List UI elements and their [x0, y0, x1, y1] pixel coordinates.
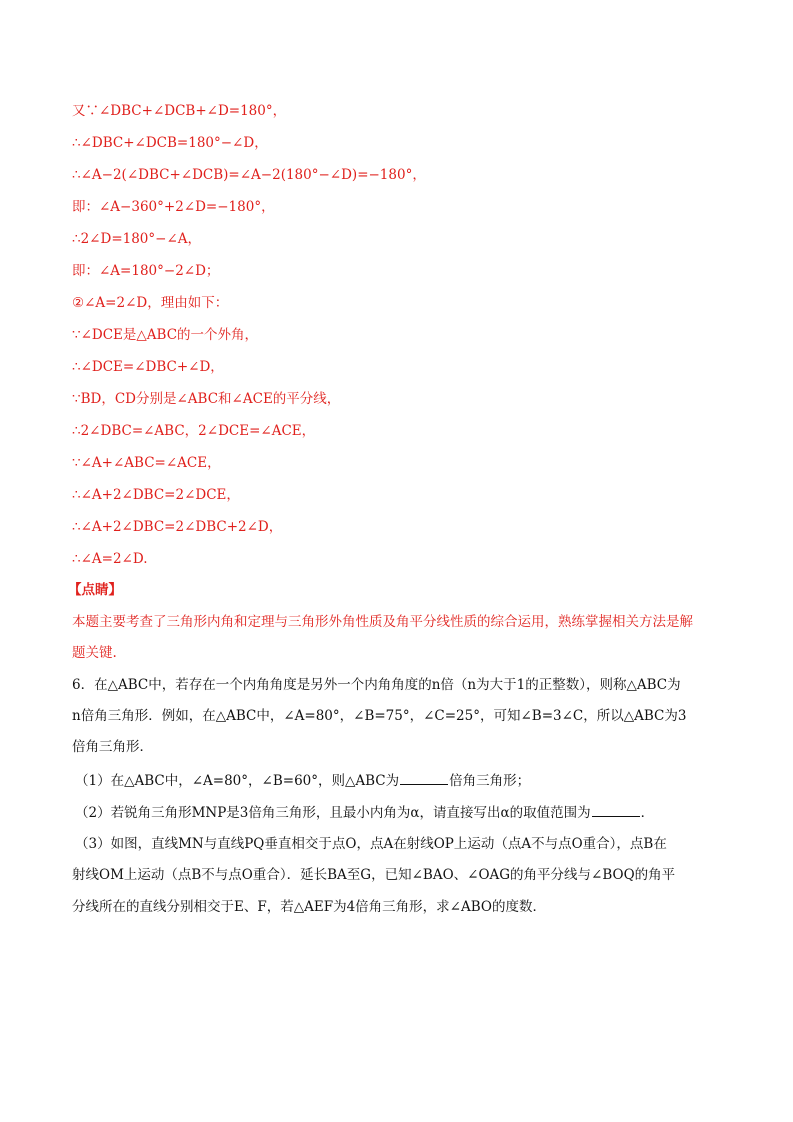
- part-2-suffix: ．: [640, 805, 655, 821]
- solution-line: ∵∠DCE是△ABC的一个外角，: [72, 327, 259, 343]
- question-intro-line: 6．在△ABC中，若存在一个内角角度是另外一个内角角度的n倍（n为大于1的正整数），则称△ABC为: [72, 677, 681, 693]
- solution-line: 即：∠A−360°+2∠D=−180°，: [72, 199, 275, 215]
- solution-line: ∴∠A=2∠D.: [72, 551, 148, 567]
- solution-line: ∴∠DCE=∠DBC+∠D，: [72, 359, 224, 375]
- solution-line: ∴∠A−2(∠DBC+∠DCB)=∠A−2(180°−∠D)=−180°，: [72, 167, 426, 183]
- solution-line: 即：∠A=180°−2∠D；: [72, 263, 220, 279]
- question-part-2: [75, 802, 654, 823]
- solution-line: ∴∠DBC+∠DCB=180°−∠D，: [72, 135, 268, 151]
- comment-line: 本题主要考查了三角形内角和定理与三角形外角性质及角平分线性质的综合运用，熟练掌握相关方法是解: [72, 614, 693, 630]
- question-part-3-line: 分线所在的直线分别相交于E、F，若△AEF为4倍角三角形，求∠ABO的度数．: [72, 899, 546, 915]
- answer-blank-2[interactable]: [592, 802, 640, 817]
- solution-line: ②∠A=2∠D，理由如下：: [72, 295, 229, 311]
- part-2-text: （2）若锐角三角形MNP是3倍角三角形，且最小内角为α，请直接写出α的取值范围为: [75, 805, 591, 821]
- solution-line: ∴2∠DBC=∠ABC，2∠DCE=∠ACE，: [72, 423, 316, 439]
- solution-line: ∴∠A+2∠DBC=2∠DBC+2∠D，: [72, 519, 283, 535]
- question-part-3-line: （3）如图，直线MN与直线PQ垂直相交于点O，点A在射线OP上运动（点A不与点O重合），点B在: [75, 836, 667, 852]
- answer-blank-1[interactable]: [400, 770, 448, 785]
- solution-line: ∵∠A+∠ABC=∠ACE，: [72, 455, 221, 471]
- question-part-1: [75, 770, 530, 791]
- solution-line: ∴2∠D=180°−∠A，: [72, 231, 202, 247]
- question-intro-line: 倍角三角形．: [72, 739, 153, 755]
- question-part-3-line: 射线OM上运动（点B不与点O重合）．延长BA至G，已知∠BAO、∠OAG的角平分线与∠BOQ的角平: [72, 867, 676, 883]
- solution-line: 又∵∠DBC+∠DCB+∠D=180°，: [72, 103, 287, 119]
- part-1-suffix: 倍角三角形；: [449, 773, 531, 789]
- comment-heading: 【点睛】: [68, 582, 122, 598]
- solution-line: ∵BD，CD分别是∠ABC和∠ACE的平分线，: [72, 391, 341, 407]
- question-intro-line: n倍角三角形．例如，在△ABC中，∠A=80°，∠B=75°，∠C=25°，可知∠B=3∠C，所以△ABC为3: [72, 708, 687, 724]
- comment-line: 题关键.: [72, 645, 117, 661]
- part-1-text: （1）在△ABC中，∠A=80°，∠B=60°，则△ABC为: [75, 773, 400, 789]
- solution-line: ∴∠A+2∠DBC=2∠DCE，: [72, 487, 240, 503]
